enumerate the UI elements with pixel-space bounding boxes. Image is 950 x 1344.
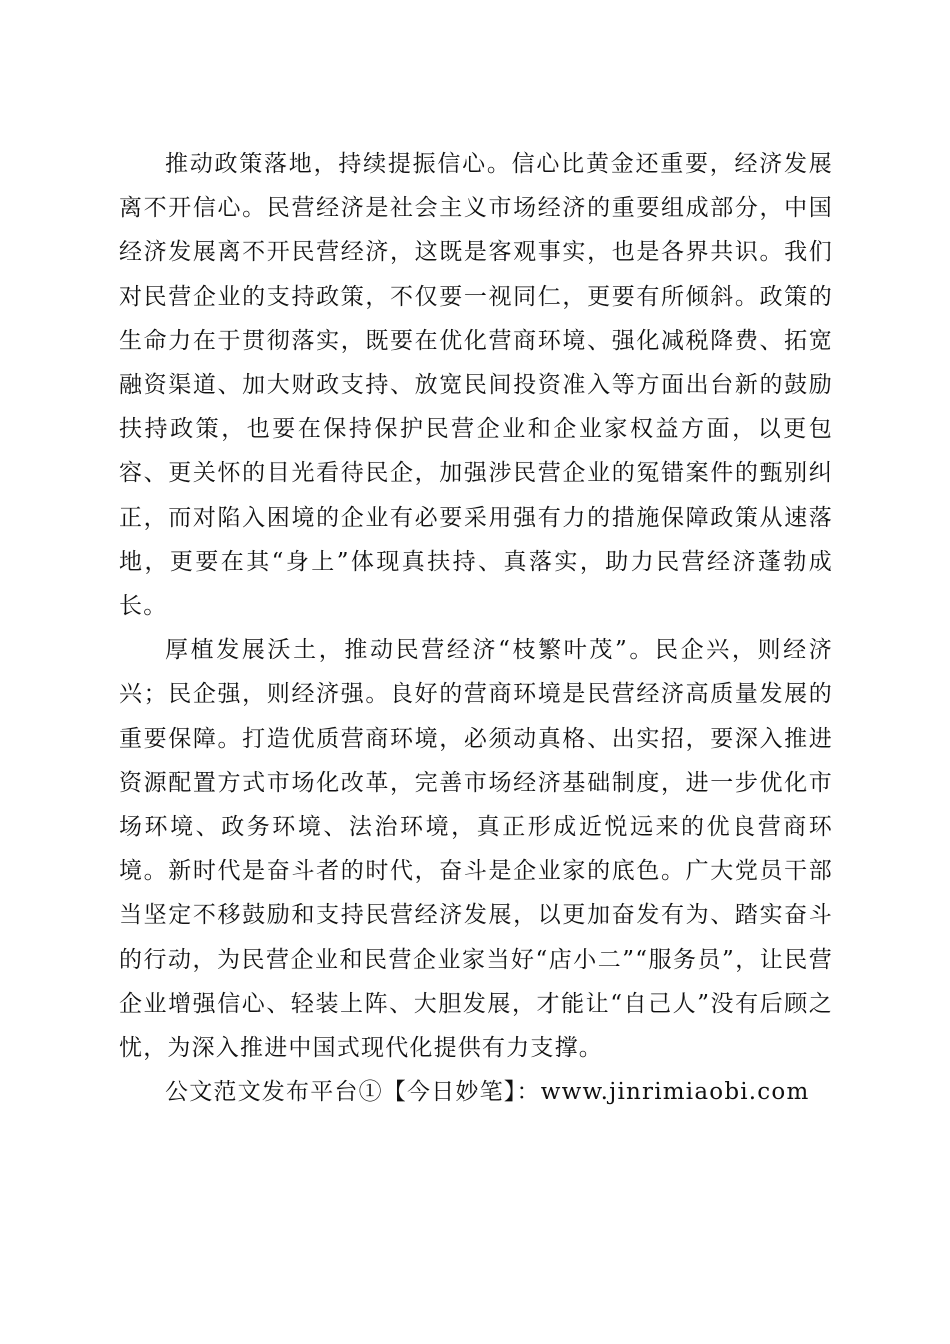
document-body — [119, 142, 833, 1114]
paragraph-policy: 推动政策落地，持续提振信心。信心比黄金还重要，经济发展离不开信心。民营经济是社会主义市场经济的重要组成部分，中国经济发展离不开民营经济，这既是客观事实，也是各界共识。我们对民营企业的支持政策，不仅要一视同仁，更要有所倾斜。政策的生命力在于贯彻落实，既要在优化营商环境、强化减税降费、拓宽融资渠道、加大财政支持、放宽民间投资准入等方面出台新的鼓励扶持政策，也要在保持保护民营企业和企业家权益方面，以更包容、更关怀的目光看待民企，加强涉民营企业的冤错案件的甄别纠正，而对陷入困境的企业有必要采用强有力的措施保障政策从速落地，更要在其“身上”体现真扶持、真落实，助力民营经济蓬勃成长。 — [119, 151, 833, 620]
paragraph-environment: 厚植发展沃土，推动民营经济“枝繁叶茂”。民企兴，则经济兴；民企强，则经济强。良好的营商环境是民营经济高质量发展的重要保障。打造优质营商环境，必须动真格、出实招，要深入推进资源配置方式市场化改革，完善市场经济基础制度，进一步优化市场环境、政务环境、法治环境，真正形成近悦远来的优良营商环境。新时代是奋斗者的时代，奋斗是企业家的底色。广大党员干部当坚定不移鼓励和支持民营经济发展，以更加奋发有为、踏实奋斗的行动，为民营企业和民营企业家当好“店小二”“服务员”，让民营企业增强信心、轻装上阵、大胆发展，才能让“自己人”没有后顾之忧，为深入推进中国式现代化提供有力支撑。 — [119, 637, 833, 1062]
publisher-footer: 公文范文发布平台①【今日妙笔】：www.jinrimiaobi.com — [165, 1079, 810, 1106]
